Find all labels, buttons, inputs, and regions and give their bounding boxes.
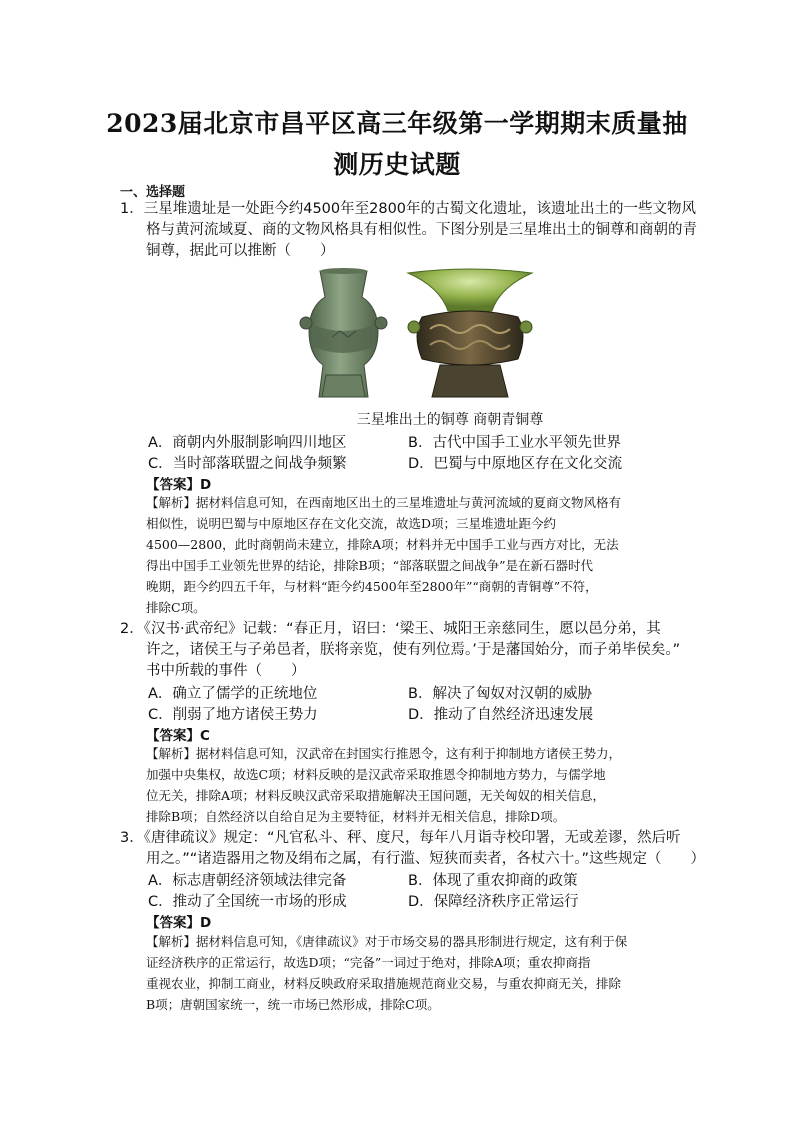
- q2-answer: 【答案】C: [146, 728, 210, 744]
- q1-stem-line: 格与黄河流域夏、商的文物风格具有相似性。下图分别是三星堆出土的铜尊和商朝的青: [146, 222, 697, 238]
- shang-bronze-zun-image: [400, 267, 540, 402]
- q2-option-c: C．削弱了地方诸侯王势力: [148, 707, 318, 723]
- q3-answer: 【答案】D: [146, 915, 212, 931]
- q1-option-b: B．古代中国手工业水平领先世界: [408, 435, 621, 451]
- exam-title-line1: 2023届北京市昌平区高三年级第一学期期末质量抽: [106, 109, 688, 138]
- q1-option-a: A．商朝内外服制影响四川地区: [148, 435, 347, 451]
- q3-explanation-line: 证经济秩序的正常运行，故选D项；“完备”一词过于绝对，排除A项；重农抑商指: [146, 955, 591, 970]
- q2-option-a: A．确立了儒学的正统地位: [148, 686, 318, 702]
- q3-option-c: C．推动了全国统一市场的形成: [148, 894, 347, 910]
- q2-stem-line: 2．《汉书·武帝纪》记载：“春正月，诏曰：‘梁王、城阳王亲慈同生，愿以邑分弟，其: [120, 621, 661, 637]
- q2-explanation-line: 加强中央集权，故选C项；材料反映的是汉武帝采取推恩令抑制地方势力，与儒学地: [146, 767, 606, 782]
- q1-explanation-line: 得出中国手工业领先世界的结论，排除B项；“部落联盟之间战争”是在新石器时代: [146, 558, 593, 573]
- q1-answer: 【答案】D: [146, 477, 212, 493]
- q3-option-a: A．标志唐朝经济领域法律完备: [148, 873, 347, 889]
- q3-explanation-line: 【解析】据材料信息可知，《唐律疏议》对于市场交易的器具形制进行规定，这有利于保: [146, 934, 628, 949]
- sanxingdui-bronze-zun-image: [292, 267, 395, 402]
- q3-explanation-line: 重视农业，抑制工商业，材料反映政府采取措施规范商业交易，与重农抑商无关，排除: [146, 976, 622, 991]
- q3-explanation-line: B项；唐朝国家统一，统一市场已然形成，排除C项。: [146, 997, 440, 1012]
- q1-explanation-line: 4500—2800，此时商朝尚未建立，排除A项；材料并无中国手工业与西方对比，无法: [146, 537, 619, 552]
- q1-stem-line: 铜尊，据此可以推断（ ）: [146, 243, 335, 259]
- q1-stem-line: 1．三星堆遗址是一处距今约4500年至2800年的古蜀文化遗址，该遗址出土的一些文物风: [120, 201, 697, 217]
- section-heading: 一、选择题: [120, 185, 186, 200]
- image-caption: 三星堆出土的铜尊 商朝青铜尊: [356, 412, 544, 428]
- q2-option-b: B．解决了匈奴对汉朝的威胁: [408, 686, 592, 702]
- q3-stem-line: 3．《唐律疏议》规定：“凡官私斗、秤、度尺，每年八月诣寺校印署，无或差谬，然后听: [120, 830, 681, 846]
- q2-stem-line: 书中所载的事件（ ）: [146, 663, 306, 679]
- q2-explanation-line: 排除B项；自然经济以自给自足为主要特征，材料并无相关信息，排除D项。: [146, 809, 566, 824]
- exam-title-line2: 测历史试题: [333, 150, 461, 179]
- q1-explanation-line: 排除C项。: [146, 600, 206, 615]
- q1-option-d: D．巴蜀与中原地区存在文化交流: [408, 456, 623, 472]
- q2-stem-line: 许之，诸侯王与子弟邑者，朕将亲览，使有列位焉。’于是藩国始分，而子弟毕侯矣。”: [146, 642, 681, 658]
- q1-explanation-line: 相似性，说明巴蜀与中原地区存在文化交流，故选D项；三星堆遗址距今约: [146, 516, 557, 531]
- q3-option-b: B．体现了重农抑商的政策: [408, 873, 578, 889]
- q2-explanation-line: 位无关，排除A项；材料反映汉武帝采取措施解决王国问题，无关匈奴的相关信息，: [146, 788, 606, 803]
- q3-option-d: D．保障经济秩序正常运行: [408, 894, 579, 910]
- q2-option-d: D．推动了自然经济迅速发展: [408, 707, 594, 723]
- q2-explanation-line: 【解析】据材料信息可知，汉武帝在封国实行推恩令，这有利于抑制地方诸侯王势力，: [146, 746, 622, 761]
- q3-stem-line: 用之。”“诸造器用之物及绢布之属，有行滥、短狭而卖者，各杖六十。”这些规定（ ）: [146, 851, 706, 867]
- q1-option-c: C．当时部落联盟之间战争频繁: [148, 456, 347, 472]
- q1-explanation-line: 晚期，距今约四五千年，与材料“距今约4500年至2800年”“商朝的青铜尊”不符，: [146, 579, 598, 594]
- q1-explanation-line: 【解析】据材料信息可知，在西南地区出土的三星堆遗址与黄河流域的夏商文物风格有: [146, 495, 622, 510]
